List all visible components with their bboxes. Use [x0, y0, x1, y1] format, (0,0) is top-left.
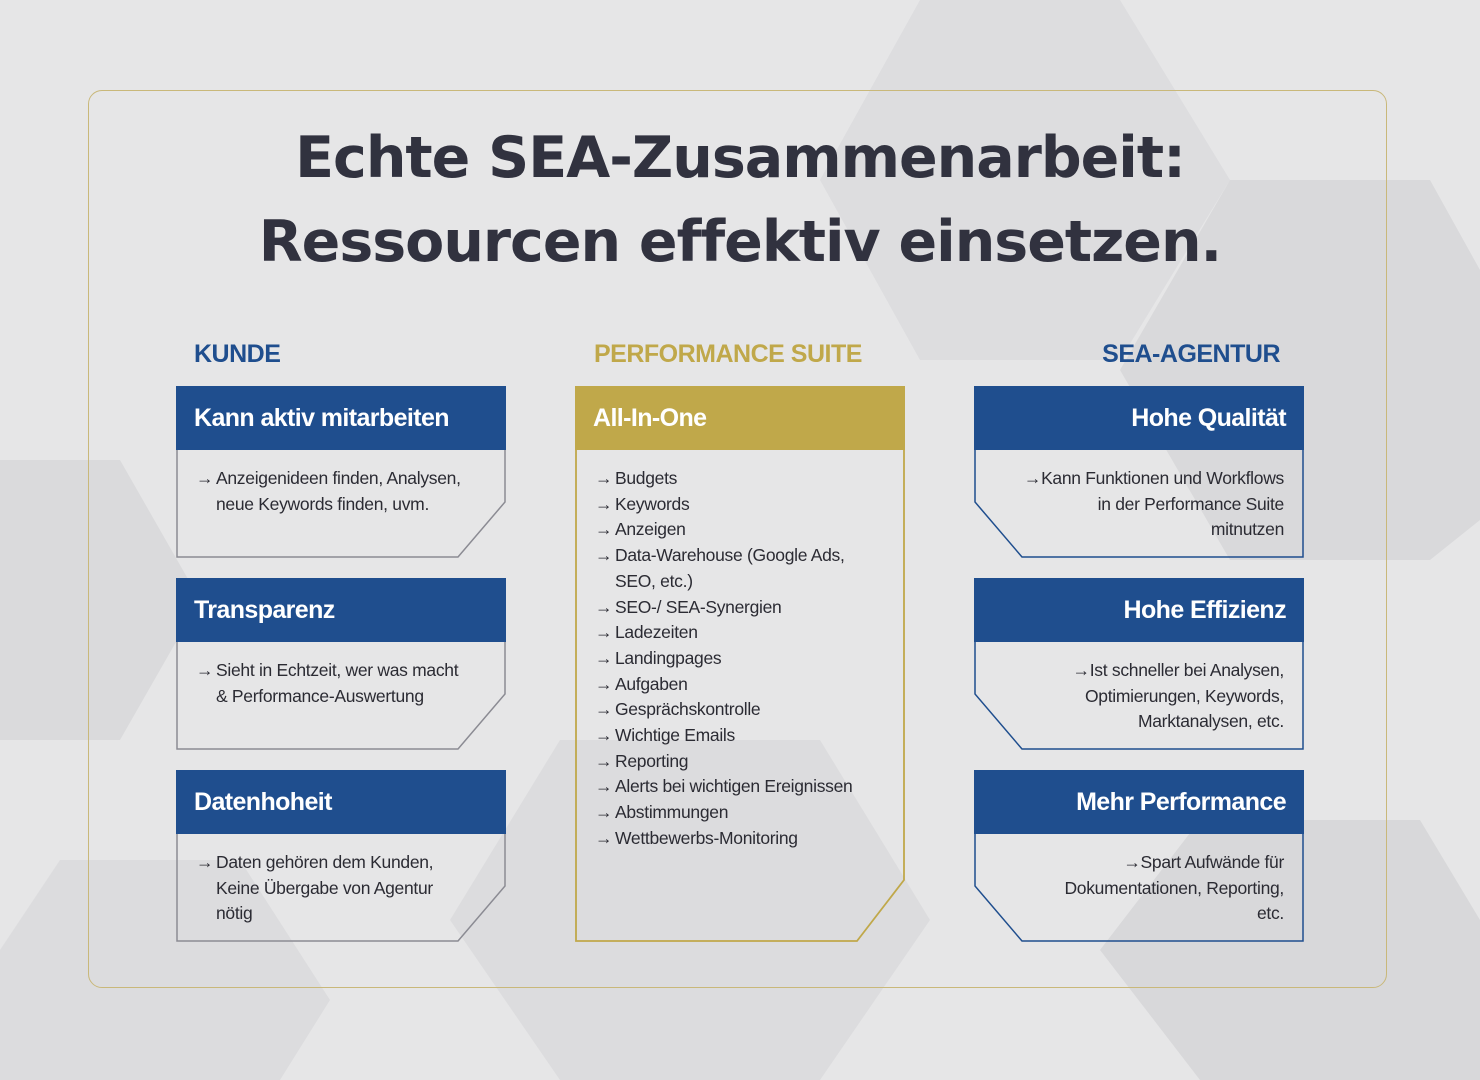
card-title: Mehr Performance: [974, 770, 1304, 834]
list-item: → Reporting: [595, 749, 852, 775]
card-transparenz: [176, 578, 506, 750]
list-item: → Aufgaben: [595, 672, 852, 698]
item-line: Sieht in Echtzeit, wer was macht: [216, 660, 459, 680]
card-all-in-one: [575, 386, 905, 942]
column-heading-performance-suite: PERFORMANCE SUITE: [594, 340, 862, 368]
arrow-right-icon: →: [595, 827, 613, 848]
list-item: [1064, 876, 1284, 902]
arrow-right-icon: →: [595, 673, 613, 694]
item-line: neue Keywords finden, uvm.: [216, 493, 430, 514]
list-item: [1064, 901, 1284, 927]
item-line: Optimierungen, Keywords,: [1084, 685, 1284, 706]
arrow-right-icon: →: [595, 596, 613, 617]
list-item: → Budgets: [595, 466, 852, 492]
list-item: [196, 850, 433, 927]
list-item: → SEO-/ SEA-Synergien: [595, 595, 852, 621]
item-line: Ist schneller bei Analysen,: [1089, 660, 1284, 680]
card-items: [1021, 466, 1284, 543]
card-title: Hohe Effizienz: [974, 578, 1304, 642]
arrow-right-icon: →: [595, 699, 613, 720]
list-item: → Abstimmungen: [595, 800, 852, 826]
arrow-right-icon: →: [595, 545, 613, 566]
list-item: → Gesprächskontrolle: [595, 697, 852, 723]
arrow-right-icon: →: [1123, 852, 1141, 872]
arrow-right-icon: →: [1023, 468, 1042, 488]
item-line: mitnutzen: [1210, 519, 1284, 540]
card-items: [1070, 658, 1284, 735]
list-item: → Wettbewerbs-Monitoring: [595, 826, 852, 852]
card-title: All-In-One: [575, 386, 905, 450]
title-line-1: Echte SEA-Zusammenarbeit:: [295, 125, 1185, 191]
card-hohe-effizienz: [974, 578, 1304, 750]
list-item: [1070, 684, 1284, 710]
arrow-right-icon: →: [595, 776, 613, 797]
arrow-right-icon: →: [1072, 660, 1090, 680]
list-item: [1070, 709, 1284, 735]
arrow-right-icon: →: [595, 647, 613, 668]
item-line: Kann Funktionen und Workflows: [1041, 468, 1284, 488]
list-item: → Data-Warehouse (Google Ads, SEO, etc.): [595, 545, 845, 591]
arrow-right-icon: →: [595, 519, 613, 540]
arrow-right-icon: →: [196, 852, 214, 872]
list-item: [1021, 517, 1284, 543]
list-item: [196, 466, 461, 517]
list-item: → Wichtige Emails: [595, 723, 852, 749]
arrow-right-icon: →: [595, 493, 613, 514]
item-line: etc.: [1256, 903, 1284, 924]
card-items: [196, 850, 433, 927]
card-title: Transparenz: [176, 578, 506, 642]
card-mehr-performance: [974, 770, 1304, 942]
list-item: → Landingpages: [595, 646, 852, 672]
card-hohe-qualitaet: [974, 386, 1304, 558]
card-kann-aktiv-mitarbeiten: [176, 386, 506, 558]
list-item: [196, 658, 458, 709]
item-line: nötig: [216, 903, 253, 924]
item-line: Daten gehören dem Kunden,: [216, 852, 434, 872]
card-datenhoheit: [176, 770, 506, 942]
item-line: Marktanalysen, etc.: [1137, 711, 1284, 732]
item-line: Spart Aufwände für: [1140, 852, 1284, 872]
title-line-2: Ressourcen effektiv einsetzen.: [258, 209, 1222, 275]
item-continuation: SEO, etc.): [615, 570, 693, 591]
arrow-right-icon: →: [595, 750, 613, 771]
arrow-right-icon: →: [595, 725, 613, 746]
list-item: → Anzeigen: [595, 517, 852, 543]
column-heading-kunde: KUNDE: [194, 340, 281, 368]
card-items: [196, 658, 458, 709]
arrow-right-icon: →: [595, 802, 613, 823]
card-title: Kann aktiv mitarbeiten: [176, 386, 506, 450]
arrow-right-icon: →: [196, 468, 214, 488]
arrow-right-icon: →: [595, 468, 613, 488]
list-item: → Keywords: [595, 492, 852, 518]
item-line: Keine Übergabe von Agentur: [216, 877, 433, 898]
card-title: Datenhoheit: [176, 770, 506, 834]
item-line: Dokumentationen, Reporting,: [1064, 877, 1284, 898]
item-line: & Performance-Auswertung: [216, 685, 424, 706]
card-title: Hohe Qualität: [974, 386, 1304, 450]
list-item: → Alerts bei wichtigen Ereignissen: [595, 774, 852, 800]
list-item: [1021, 466, 1284, 492]
card-items: [1064, 850, 1284, 927]
list-item: [1070, 658, 1284, 684]
card-items: [196, 466, 461, 517]
list-item: [1021, 492, 1284, 518]
item-line: Anzeigenideen finden, Analysen,: [216, 468, 461, 488]
list-item: → Ladezeiten: [595, 620, 852, 646]
column-heading-sea-agentur: SEA-AGENTUR: [1102, 340, 1280, 368]
item-line: in der Performance Suite: [1097, 493, 1284, 514]
card-items: [595, 466, 852, 852]
page-title: [0, 116, 1480, 284]
list-item: [1064, 850, 1284, 876]
arrow-right-icon: →: [196, 660, 214, 680]
arrow-right-icon: →: [595, 622, 613, 643]
